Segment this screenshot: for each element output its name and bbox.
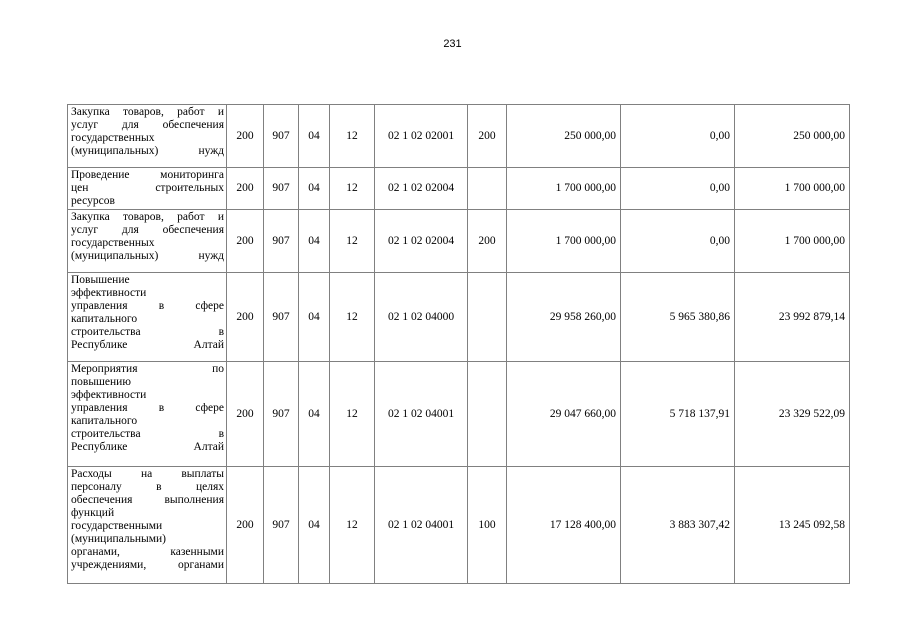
table-row xyxy=(68,210,850,273)
grbs-code-cell: 907 xyxy=(264,467,299,584)
remainder-amount-cell: 1 700 000,00 xyxy=(735,210,850,273)
executed-amount-cell: 5 718 137,91 xyxy=(621,362,735,467)
admin-code-cell: 200 xyxy=(227,273,264,362)
section-code-cell: 04 xyxy=(299,168,330,210)
row-description xyxy=(68,467,227,584)
section-code-cell: 04 xyxy=(299,467,330,584)
description-line: (муниципальных) нужд xyxy=(71,250,224,262)
target-article-cell: 02 1 02 02004 xyxy=(375,210,468,273)
description-line: капитального xyxy=(71,415,138,427)
description-line: услуг для обеспечения xyxy=(71,224,224,236)
subsection-code-cell: 12 xyxy=(330,467,375,584)
grbs-code-cell: 907 xyxy=(264,210,299,273)
description-line: Республике Алтай xyxy=(71,441,224,453)
description-line: эффективности xyxy=(71,389,147,401)
section-code-cell: 04 xyxy=(299,105,330,168)
row-description xyxy=(68,273,227,362)
section-code-cell: 04 xyxy=(299,273,330,362)
description-line: управления в сфере xyxy=(71,402,224,414)
admin-code-cell: 200 xyxy=(227,362,264,467)
description-line: строительства в xyxy=(71,428,224,440)
table-row xyxy=(68,105,850,168)
description-line: государственных xyxy=(71,237,155,249)
executed-amount-cell: 0,00 xyxy=(621,210,735,273)
page-number: 231 xyxy=(443,38,462,50)
plan-amount-cell: 1 700 000,00 xyxy=(507,168,621,210)
target-article-cell: 02 1 02 04000 xyxy=(375,273,468,362)
target-article-cell: 02 1 02 02004 xyxy=(375,168,468,210)
description-line: ресурсов xyxy=(71,195,115,207)
row-description xyxy=(68,362,227,467)
description-line: Республике Алтай xyxy=(71,339,224,351)
plan-amount-cell: 17 128 400,00 xyxy=(507,467,621,584)
executed-amount-cell: 0,00 xyxy=(621,105,735,168)
description-line: Расходы на выплаты xyxy=(71,468,224,480)
table-row xyxy=(68,467,850,584)
grbs-code-cell: 907 xyxy=(264,362,299,467)
remainder-amount-cell: 250 000,00 xyxy=(735,105,850,168)
admin-code-cell: 200 xyxy=(227,168,264,210)
admin-code-cell: 200 xyxy=(227,105,264,168)
table-row xyxy=(68,168,850,210)
remainder-amount-cell: 13 245 092,58 xyxy=(735,467,850,584)
expense-type-cell xyxy=(468,273,507,362)
row-description xyxy=(68,210,227,273)
subsection-code-cell: 12 xyxy=(330,168,375,210)
expense-type-cell xyxy=(468,362,507,467)
subsection-code-cell: 12 xyxy=(330,362,375,467)
plan-amount-cell: 29 047 660,00 xyxy=(507,362,621,467)
target-article-cell: 02 1 02 04001 xyxy=(375,362,468,467)
grbs-code-cell: 907 xyxy=(264,168,299,210)
executed-amount-cell: 3 883 307,42 xyxy=(621,467,735,584)
subsection-code-cell: 12 xyxy=(330,210,375,273)
remainder-amount-cell: 23 329 522,09 xyxy=(735,362,850,467)
description-line: функций xyxy=(71,507,115,519)
target-article-cell: 02 1 02 04001 xyxy=(375,467,468,584)
executed-amount-cell: 0,00 xyxy=(621,168,735,210)
description-line: органами, казенными xyxy=(71,546,224,558)
plan-amount-cell: 29 958 260,00 xyxy=(507,273,621,362)
description-line: (муниципальными) xyxy=(71,533,166,545)
admin-code-cell: 200 xyxy=(227,467,264,584)
section-code-cell: 04 xyxy=(299,362,330,467)
grbs-code-cell: 907 xyxy=(264,105,299,168)
plan-amount-cell: 250 000,00 xyxy=(507,105,621,168)
target-article-cell: 02 1 02 02001 xyxy=(375,105,468,168)
expense-type-cell: 200 xyxy=(468,210,507,273)
description-line: (муниципальных) нужд xyxy=(71,145,224,157)
description-line: Повышение xyxy=(71,274,130,286)
expense-type-cell xyxy=(468,168,507,210)
subsection-code-cell: 12 xyxy=(330,273,375,362)
description-line: обеспечения выполнения xyxy=(71,494,224,506)
description-line: Закупка товаров, работ и xyxy=(71,211,224,223)
budget-table xyxy=(67,104,850,584)
description-line: учреждениями, органами xyxy=(71,559,224,571)
description-line: капитального xyxy=(71,313,138,325)
executed-amount-cell: 5 965 380,86 xyxy=(621,273,735,362)
table-row xyxy=(68,362,850,467)
remainder-amount-cell: 23 992 879,14 xyxy=(735,273,850,362)
subsection-code-cell: 12 xyxy=(330,105,375,168)
row-description xyxy=(68,105,227,168)
description-line: государственными xyxy=(71,520,163,532)
description-line: строительства в xyxy=(71,326,224,338)
description-line: персоналу в целях xyxy=(71,481,224,493)
description-line: Мероприятия по xyxy=(71,363,224,375)
description-line: эффективности xyxy=(71,287,147,299)
plan-amount-cell: 1 700 000,00 xyxy=(507,210,621,273)
remainder-amount-cell: 1 700 000,00 xyxy=(735,168,850,210)
description-line: повышению xyxy=(71,376,131,388)
description-line: управления в сфере xyxy=(71,300,224,312)
expense-type-cell: 200 xyxy=(468,105,507,168)
description-line: услуг для обеспечения xyxy=(71,119,224,131)
table-row xyxy=(68,273,850,362)
expense-type-cell: 100 xyxy=(468,467,507,584)
description-line: Проведение мониторинга xyxy=(71,169,224,181)
description-line: государственных xyxy=(71,132,155,144)
admin-code-cell: 200 xyxy=(227,210,264,273)
row-description xyxy=(68,168,227,210)
description-line: Закупка товаров, работ и xyxy=(71,106,224,118)
description-line: цен строительных xyxy=(71,182,224,194)
grbs-code-cell: 907 xyxy=(264,273,299,362)
section-code-cell: 04 xyxy=(299,210,330,273)
